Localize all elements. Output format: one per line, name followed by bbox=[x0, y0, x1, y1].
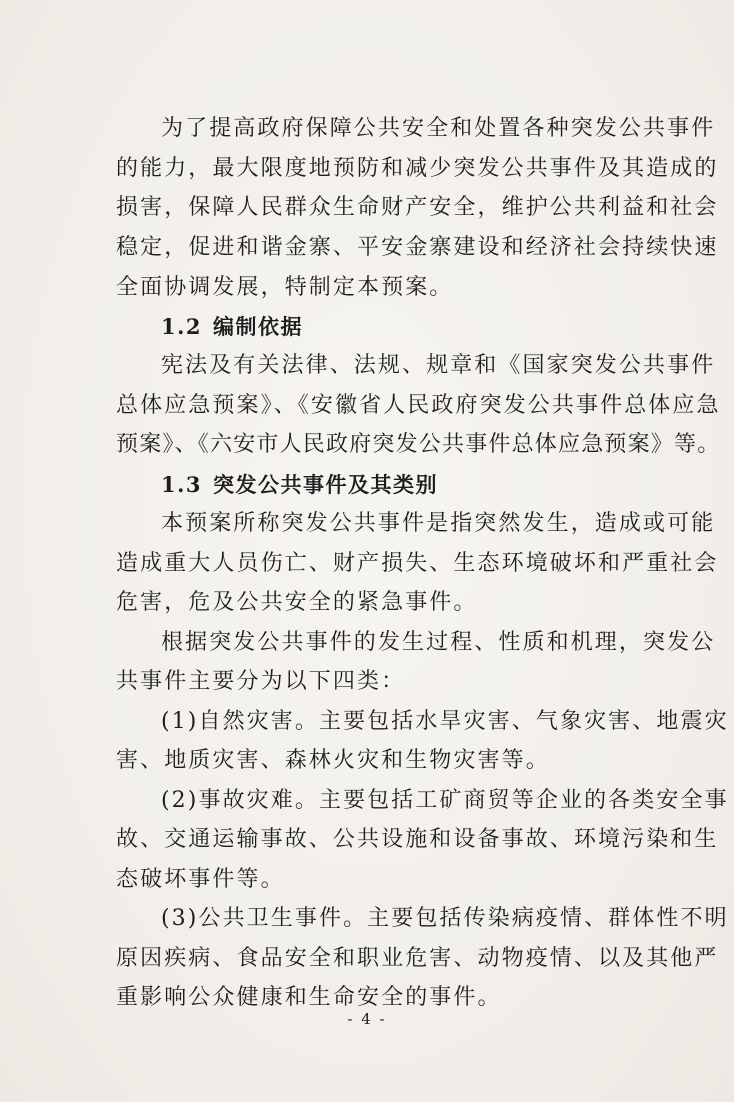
paragraph-line: 重影响公众健康和生命安全的事件。 bbox=[116, 985, 502, 1010]
paragraph-line: (1)自然灾害。主要包括水旱灾害、气象灾害、地震灾 bbox=[161, 709, 729, 734]
paragraph-line: 损害，保障人民群众生命财产安全，维护公共利益和社会 bbox=[116, 195, 719, 220]
paragraph-line: 原因疾病、食品安全和职业危害、动物疫情、以及其他严 bbox=[116, 946, 719, 971]
paragraph-line: 根据突发公共事件的发生过程、性质和机理，突发公 bbox=[161, 630, 716, 655]
section-number: 1.3 bbox=[161, 472, 203, 497]
paragraph-line: 故、交通运输事故、公共设施和设备事故、环境污染和生 bbox=[116, 827, 719, 852]
section-title: 编制依据 bbox=[213, 314, 303, 339]
paragraph-line: 预案》、《六安市人民政府突发公共事件总体应急预案》等。 bbox=[116, 432, 721, 457]
section-heading bbox=[161, 470, 438, 500]
section-number: 1.2 bbox=[161, 314, 203, 339]
paragraph-line: 稳定，促进和谐金寨、平安金寨建设和经济社会持续快速 bbox=[116, 235, 719, 260]
paragraph-line: 的能力，最大限度地预防和减少突发公共事件及其造成的 bbox=[116, 156, 719, 181]
paragraph-line: 为了提高政府保障公共安全和处置各种突发公共事件 bbox=[161, 116, 716, 141]
paragraph-line: 害、地质灾害、森林火灾和生物灾害等。 bbox=[116, 748, 550, 773]
paragraph-line: 造成重大人员伤亡、财产损失、生态环境破坏和严重社会 bbox=[116, 551, 719, 576]
paragraph-line: 总体应急预案》、《安徽省人民政府突发公共事件总体应急 bbox=[116, 393, 721, 418]
page-number: - 4 - bbox=[347, 1010, 387, 1028]
paragraph-line: 共事件主要分为以下四类： bbox=[116, 669, 406, 694]
paragraph-line: 宪法及有关法律、法规、规章和《国家突发公共事件 bbox=[161, 353, 716, 378]
paragraph-line: 态破坏事件等。 bbox=[116, 867, 285, 892]
paragraph-line: 本预案所称突发公共事件是指突然发生，造成或可能 bbox=[161, 511, 716, 536]
section-heading bbox=[161, 312, 303, 342]
paragraph-line: 危害，危及公共安全的紧急事件。 bbox=[116, 590, 478, 615]
paragraph-line: (2)事故灾难。主要包括工矿商贸等企业的各类安全事 bbox=[161, 788, 729, 813]
paragraph-line: (3)公共卫生事件。主要包括传染病疫情、群体性不明 bbox=[161, 906, 729, 931]
paragraph-line: 全面协调发展，特制定本预案。 bbox=[116, 275, 454, 300]
section-title: 突发公共事件及其类别 bbox=[213, 472, 438, 497]
